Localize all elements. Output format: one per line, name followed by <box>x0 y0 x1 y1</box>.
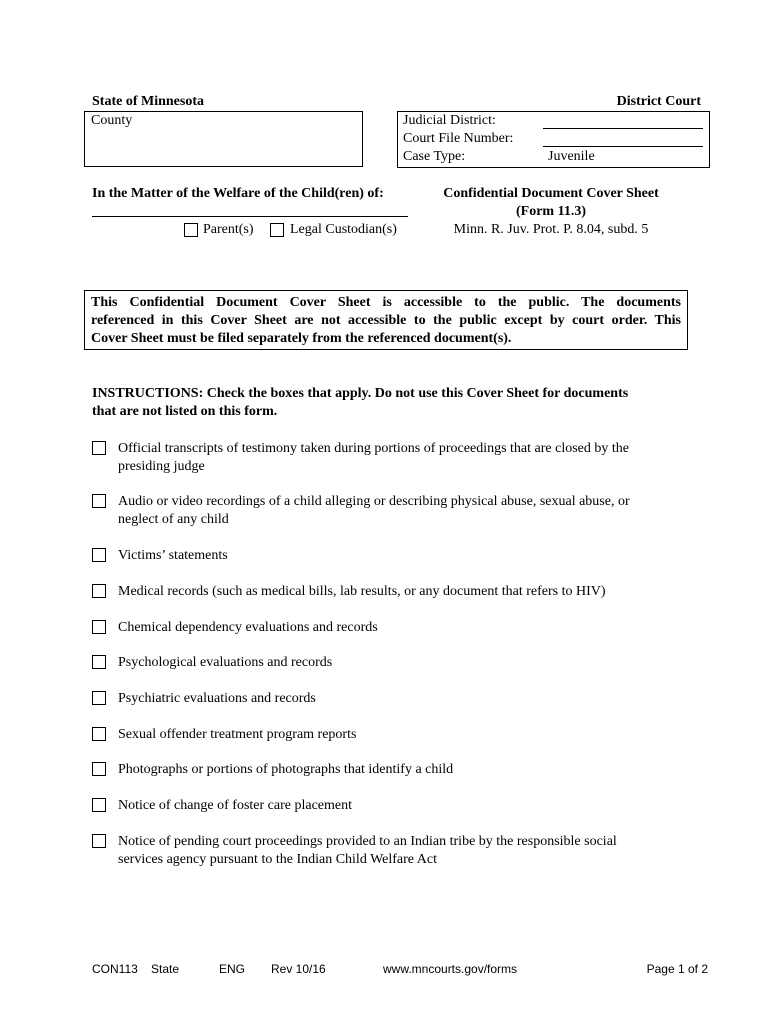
state-heading: State of Minnesota <box>92 94 204 109</box>
item-checkbox[interactable] <box>92 762 106 776</box>
parent-label: Parent(s) <box>203 222 254 237</box>
item-label: services agency pursuant to the Indian Child Welfare Act <box>118 852 437 867</box>
court-file-number-field[interactable] <box>543 146 703 147</box>
item-checkbox[interactable] <box>92 691 106 705</box>
item-checkbox[interactable] <box>92 834 106 848</box>
item-label: Psychiatric evaluations and records <box>118 691 316 706</box>
item-label: Psychological evaluations and records <box>118 655 333 670</box>
child-name-field[interactable] <box>92 216 408 217</box>
item-label: presiding judge <box>118 459 205 474</box>
county-box <box>84 111 363 167</box>
item-checkbox[interactable] <box>92 620 106 634</box>
item-label: Notice of change of foster care placement <box>118 798 352 813</box>
item-checkbox[interactable] <box>92 494 106 508</box>
notice-line-2: referenced in this Cover Sheet are not accessible to the public except by court order. This <box>91 313 681 328</box>
item-label: neglect of any child <box>118 512 229 527</box>
court-heading: District Court <box>616 94 701 109</box>
footer-revision: Rev 10/16 <box>271 962 326 976</box>
case-type-label: Case Type: <box>403 149 466 164</box>
footer-scope: State <box>151 962 180 976</box>
item-checkbox[interactable] <box>92 441 106 455</box>
item-checkbox[interactable] <box>92 727 106 741</box>
form-title: Confidential Document Cover Sheet <box>443 186 659 201</box>
judicial-district-label: Judicial District: <box>403 113 496 128</box>
item-label: Victims’ statements <box>118 548 228 563</box>
item-label: Medical records (such as medical bills, lab results, or any document that refers to HIV) <box>118 584 606 599</box>
item-label: Notice of pending court proceedings provided to an Indian tribe by the responsible social <box>118 834 617 849</box>
case-type-value: Juvenile <box>548 149 595 164</box>
item-checkbox[interactable] <box>92 584 106 598</box>
rule-citation: Minn. R. Juv. Prot. P. 8.04, subd. 5 <box>453 222 649 237</box>
footer-url[interactable]: www.mncourts.gov/forms <box>383 962 518 976</box>
item-checkbox[interactable] <box>92 655 106 669</box>
legal-custodian-label: Legal Custodian(s) <box>290 222 397 237</box>
footer-form-code: CON113 <box>92 962 138 976</box>
notice-line-1: This Confidential Document Cover Sheet is accessible to the public. The documents <box>91 295 681 310</box>
matter-title: In the Matter of the Welfare of the Child(ren) of: <box>92 186 384 201</box>
item-label: Official transcripts of testimony taken during portions of proceedings that are closed by the <box>118 441 629 456</box>
item-checkbox[interactable] <box>92 798 106 812</box>
item-label: Audio or video recordings of a child alleging or describing physical abuse, sexual abuse, or <box>118 494 630 509</box>
item-label: Chemical dependency evaluations and records <box>118 620 378 635</box>
judicial-district-field[interactable] <box>543 128 703 129</box>
county-label: County <box>91 113 133 128</box>
public-notice-box <box>84 290 688 350</box>
instructions-line-1: INSTRUCTIONS: Check the boxes that apply. Do not use this Cover Sheet for documents <box>92 386 629 401</box>
item-checkbox[interactable] <box>92 548 106 562</box>
instructions-line-2: that are not listed on this form. <box>92 404 278 419</box>
item-label: Sexual offender treatment program reports <box>118 727 357 742</box>
legal-custodian-checkbox[interactable] <box>270 223 284 237</box>
notice-line-3: Cover Sheet must be filed separately from the referenced document(s). <box>91 331 512 346</box>
footer-language: ENG <box>219 962 246 976</box>
court-file-number-label: Court File Number: <box>403 131 514 146</box>
footer-page-number: Page 1 of 2 <box>646 962 708 976</box>
item-label: Photographs or portions of photographs that identify a child <box>118 762 454 777</box>
case-info-box <box>397 111 710 168</box>
form-number: (Form 11.3) <box>516 204 586 219</box>
parent-checkbox[interactable] <box>184 223 198 237</box>
